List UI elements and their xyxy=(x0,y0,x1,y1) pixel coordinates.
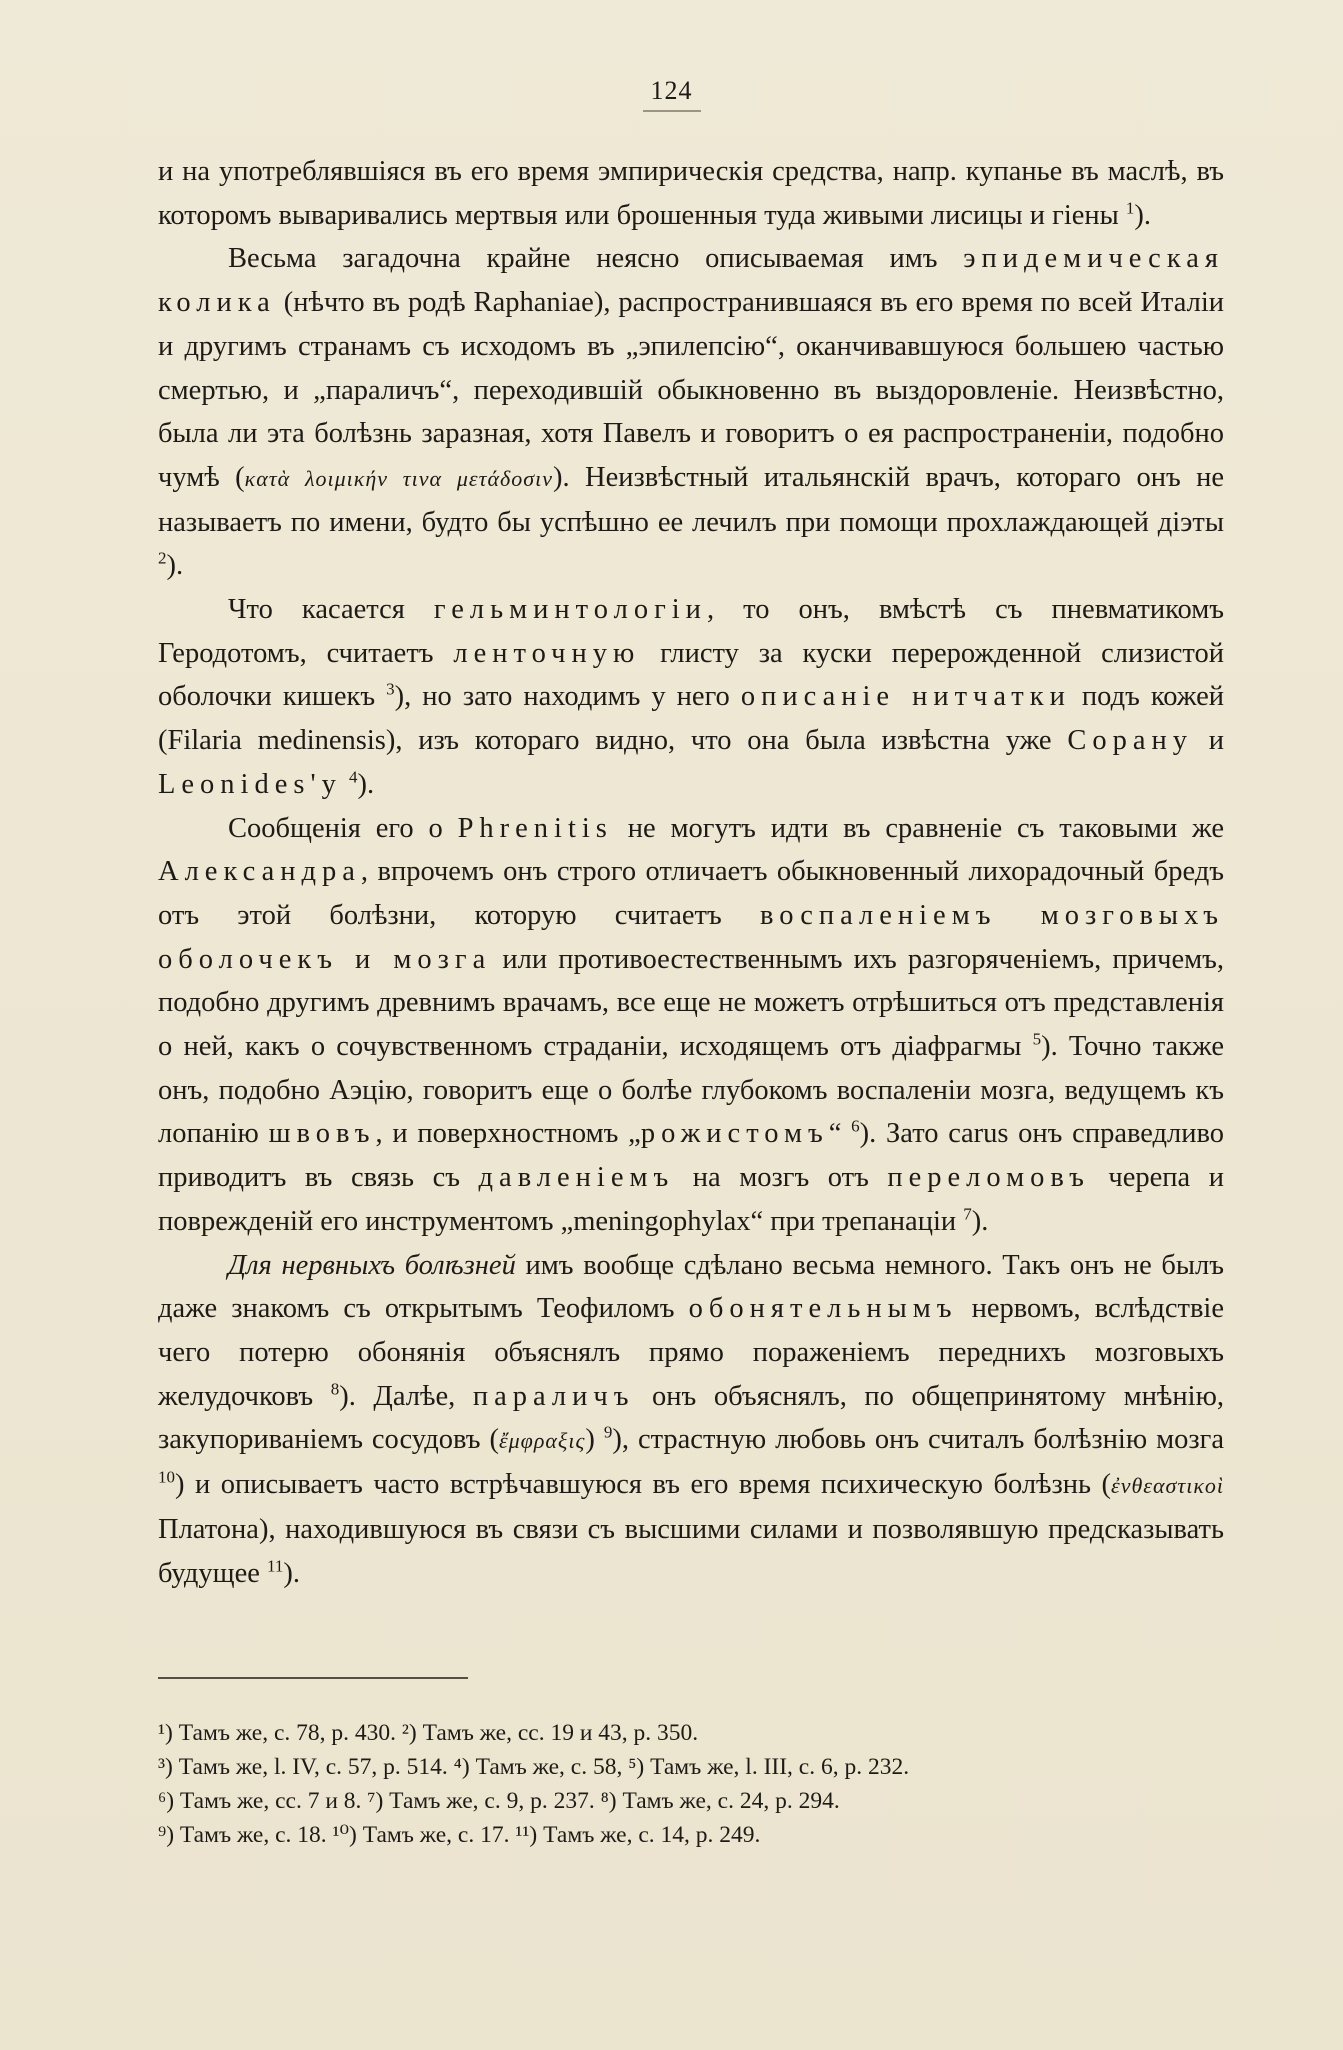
paragraph xyxy=(158,150,1224,237)
footnote-ref: 3 xyxy=(386,679,395,699)
text-run: описанiе нитчатки xyxy=(740,681,1071,713)
footnote-ref: 1 xyxy=(1125,198,1135,218)
text-run: Для нервныхъ болѣзней xyxy=(228,1249,516,1281)
footnote-ref: 2 xyxy=(158,548,167,568)
text-run: Phrenitis xyxy=(457,812,613,844)
text-run: швовъ xyxy=(268,1118,376,1150)
text-run: эпидемическая колика xyxy=(158,243,1224,319)
footnote-line: ³) Тамъ же, l. IV, c. 57, р. 514. ⁴) Тамъ же, с. 58, ⁵) Тамъ же, l. III, c. 6, р. 232. xyxy=(158,1754,910,1780)
footnote-ref: 6 xyxy=(851,1116,860,1136)
text-run: , и поверхностномъ „ xyxy=(375,1118,641,1150)
text-run: ) xyxy=(585,1424,604,1456)
text-run: ). xyxy=(283,1557,300,1589)
text-run: Что касается xyxy=(228,594,434,626)
page-number: 124 xyxy=(0,76,1343,112)
text-run: давленiемъ xyxy=(478,1162,675,1194)
text-run: ), но зато находимъ у него xyxy=(394,681,741,713)
footnote-ref: 9 xyxy=(603,1422,613,1442)
paragraph xyxy=(158,588,1224,807)
text-run: ). xyxy=(166,550,184,582)
text-run: ). Зато carus онъ справедливо приводитъ въ связь съ xyxy=(158,1118,1225,1194)
text-run: не могутъ идти въ сравненiе съ таковыми же xyxy=(612,812,1225,844)
text-run: ), страстную любовь онъ считалъ болѣзнiю мозга xyxy=(612,1424,1224,1456)
text-run: рожистомъ xyxy=(640,1118,829,1150)
text-run: Весьма загадочна крайне неясно описываемая имъ xyxy=(228,243,964,275)
text-run: (нѣчто въ родѣ Raphaniae), распространившаяся въ его время по всей Италiи и другимъ странамъ съ исходомъ въ „эпилепсiю“, оканчивавшуюся большею частью смертью, и „параличъ“, переходившiй обыкновенно въ выздоровленiе. Неизвѣстно, была ли эта болѣзнь заразная, хотя Павелъ и говоритъ о ея распространенiи, подобно чумѣ ( xyxy=(158,287,1224,493)
text-run: ленточную xyxy=(453,637,641,669)
text-run: черепа и поврежденiй его инструментомъ „meningophylax“ при трепанацiи xyxy=(158,1162,1225,1237)
text-run: , то онъ, вмѣстѣ съ пневматикомъ Геродотомъ, считаетъ xyxy=(158,594,1224,669)
text-run: на мозгъ отъ xyxy=(674,1162,888,1194)
text-run: гельминтологiи xyxy=(433,594,707,626)
paragraph xyxy=(158,1244,1224,1596)
text-run: Платона), находившуюся въ связи съ высшими силами и позволявшую предсказывать будущее xyxy=(158,1513,1224,1589)
text-run: ). Неизвѣстный итальянскiй врачъ, котораго онъ не называетъ по имени, будто бы успѣшно ее лечилъ при помощи прохлаждающей дiэты xyxy=(158,461,1225,538)
footnotes xyxy=(158,1716,1224,1852)
text-run: ). xyxy=(1134,199,1152,231)
text-run: переломовъ xyxy=(887,1162,1090,1194)
footnote-ref: 4 xyxy=(348,767,358,787)
text-run: ἔμφραξις xyxy=(498,1428,586,1454)
text-run: имъ вообще сдѣлано весьма немного. Такъ онъ не былъ даже знакомъ съ открытымъ Теофиломъ xyxy=(158,1249,1224,1325)
text-run: подъ кожей (Filaria medinensis), изъ котораго видно, что она была извѣстна уже xyxy=(158,681,1224,757)
text-run: “ xyxy=(828,1118,852,1150)
body-text xyxy=(158,150,1224,1595)
text-run: ἐνθεαστικοὶ xyxy=(1111,1473,1224,1499)
text-run: ) и описываетъ часто встрѣчавшуюся въ его время психическую болѣзнь ( xyxy=(175,1469,1112,1501)
paragraph xyxy=(158,237,1224,588)
text-run: κατὰ λοιμικήν τινα μετάδοσιν xyxy=(244,465,553,491)
text-run: ). xyxy=(357,768,375,800)
text-run: Leonides'у xyxy=(158,768,342,800)
text-run: Александра xyxy=(158,856,361,888)
text-run: и на употреблявшiяся въ его время эмпирическiя средства, напр. купанье въ маслѣ, въ которомъ вывaривались мертвыя или брошенныя туда живыми лисицы и гiены xyxy=(158,156,1224,231)
footnote-ref: 7 xyxy=(963,1204,972,1224)
text-run: Сообщенiя его о xyxy=(228,812,458,844)
text-run: ). Далѣе, xyxy=(339,1380,473,1412)
text-run: ). Точно также онъ, подобно Аэцiю, говоритъ еще о болѣе глубокомъ воспаленiи мозга, ведущемъ къ лопанiю xyxy=(158,1031,1225,1150)
text-run: глисту за куски перерожденной слизистой оболочки кишекъ xyxy=(158,637,1224,713)
text-run: нервомъ, вслѣдствiе чего потерю обонянiя объяснялъ прямо пораженiемъ переднихъ мозговыхъ желудочковъ xyxy=(158,1293,1224,1412)
footnote-line: ⁶) Тамъ же, сс. 7 и 8. ⁷) Тамъ же, с. 9, р. 237. ⁸) Тамъ же, с. 24, р. 294. xyxy=(158,1788,840,1814)
text-run: Сорану xyxy=(1067,725,1193,757)
footnote-line: ⁹) Тамъ же, с. 18. ¹⁰) Тамъ же, с. 17. ¹¹) Тамъ же, с. 14, р. 249. xyxy=(158,1822,761,1848)
text-run: или противоестественнымъ ихъ разгоряченiемъ, причемъ, подобно другимъ древнимъ врачамъ, все еще не можетъ отрѣшиться отъ представленiя о ней, какъ о сочувственномъ страданiи, исходящемъ отъ дiафрагмы xyxy=(158,943,1225,1063)
text-run: обонятельнымъ xyxy=(688,1293,958,1325)
paragraph xyxy=(158,807,1224,1244)
text-run: параличъ xyxy=(472,1380,635,1412)
text-run: и xyxy=(1192,725,1224,757)
text-run: ). xyxy=(971,1205,989,1237)
text-run xyxy=(342,769,349,800)
text-run: воспаленiемъ мозговыхъ оболочекъ и мозга xyxy=(158,899,1224,975)
footnote-ref: 5 xyxy=(1032,1029,1042,1049)
text-run: онъ объяснялъ, по общепринятому мнѣнiю, закупориванiемъ сосудовъ ( xyxy=(158,1380,1224,1456)
footnote-line: ¹) Тамъ же, с. 78, р. 430. ²) Тамъ же, сс. 19 и 43, р. 350. xyxy=(158,1720,699,1746)
footnote-ref: 10 xyxy=(158,1467,175,1487)
footnote-separator xyxy=(158,1677,468,1679)
footnote-ref: 11 xyxy=(267,1556,284,1575)
footnote-ref: 8 xyxy=(330,1379,340,1399)
text-run: , впрочемъ онъ строго отличаетъ обыкновенный лихорадочный бредъ отъ этой болѣзни, которую считаетъ xyxy=(158,856,1224,931)
